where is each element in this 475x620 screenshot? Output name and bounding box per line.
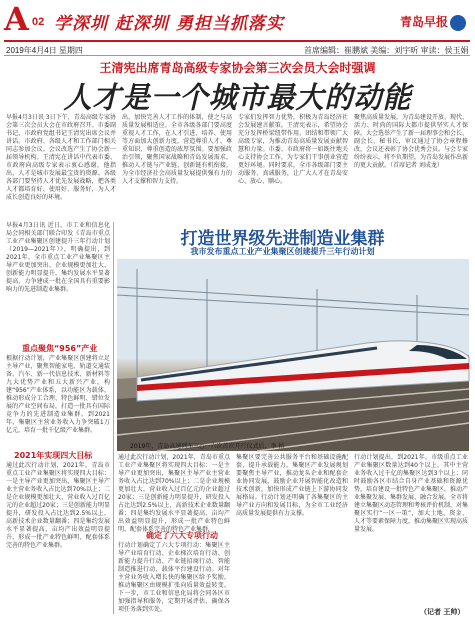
logo-text: 青岛早报 [400, 15, 449, 29]
sub-column-right: 集聚区要完善公共服务平台和基础设施配套，提升承载能力。集聚区产业发展规划要聚焦主导产业，推动龙头企业和配套企业协同发展，鼓励企业开展智能化改造和技术创新，加快形成产业链上下游协同发展格局。行动计划还明确了各集聚区的主导产业方向和发展目标，为全市工业经济高质量发展提供有力支撑。 [236, 454, 348, 517]
section-text-2-cont: 通过此次行动计划，2021年，青岛市重点工业产业集聚区将实现四大目标：一是主导产业更加突出，集聚区主导产业主营业务收入占比达到70%以上；二是企业规模更加壮大，营业收入过百亿元的企业超过20家；三是创新能力明显提升，研发投入占比达到2.5%以上，高新技术企业数量翻番；四是集约发展水平显著提高，亩均产出效益明显提升，形成一批产业特色鲜明、配套体系完善的特色产业集群。 [118, 454, 230, 533]
meta-rule [4, 55, 470, 56]
train-photo [117, 259, 469, 451]
lead-kicker: 王清宪出席青岛高级专家协会第三次会员大会时强调 [99, 61, 376, 75]
section-text-2: 通过此次行动计划，2021年，青岛市重点工业产业集聚区将实现四大目标：一是主导产业更加突出，集聚区主导产业主营业务收入占比达到70%以上；二是企业规模更加壮大，营业收入过百亿元的企业超过20家；三是创新能力明显提升，研发投入占比达到2.5%以上，高新技术企业数量翻番；四是集约发展水平显著提高，亩均产出效益明显提升，形成一批产业特色鲜明、配套体系完善的特色产业集群。 [6, 462, 110, 549]
header-rule [4, 40, 470, 42]
sub-headline: 打造世界级先进制造业集群 [180, 229, 385, 249]
newspaper-logo [400, 13, 466, 31]
lead-column-2: 出，加快完善人才工作的体制，使之与高质量发展相适应。全市各级各部门要高度重视人才工作，在人才引进、培养、使用等方面加大创新力度，营造尊重人才、尊重知识、尊重创造的浓厚氛围。要加强政治引领，聚焦国家战略和青岛发展需求，推动人才链与产业链、创新链有机衔接，为全市经济社会高质量发展提供强有力的人才支撑和智力支持。 [122, 114, 232, 185]
section-heading-2: 2021年实现四大目标 [14, 451, 93, 460]
editor-line: 首席编辑：崔鹏斌 美编：刘宇昕 审读：侯玉娟 [304, 46, 469, 55]
sub-lead-text: 早报4月3日讯 近日，市工业和信息化局会同相关部门联合印发《青岛市重点工业产业集聚区创建提升三年行动计划（2019—2021年）》，明确提出，到2021年，全市重点工业产业集聚区主导产业更加突出、企业规模更加壮大、创新能力明显提升，集约发展水平显著提高，力争建成一批在全国具有重要影响力的先进制造业集群。 [6, 222, 110, 293]
logo-mark-icon [450, 15, 466, 31]
section-heading-3: 确定了六大专项行动 [146, 531, 218, 540]
lead-column-3: 专家们发挥智力优势，积极为青岛经济社会发展建言献策。王清宪表示，希望协会充分发挥桥梁纽带作用，团结和带领广大高级专家，为推动青岛高质量发展贡献智慧和力量。市委、市政府将一如既往地关心支持协会工作，为专家们干事创业营造更好环境。同时要求，全市各级部门要主动服务、真诚服务，让广大人才在青岛安心、放心、顺心。 [238, 114, 348, 185]
date-line: 2019年4月4日 星期四 [6, 46, 83, 55]
column-divider [113, 222, 114, 614]
section-text-1: 根据行动计划，产业集聚区创建将立足主导产业，聚焦智能家电、轨道交通装备、汽车、新一代信息技术、新材料等九大优势产业和五大新兴产业，构建“956”产业体系，以功能区为载体，推动形成分工合理、特色鲜明、错位发展的产业空间布局，打造一批具有国际竞争力的先进制造业集群。到2021年，集聚区主营业务收入力争突破1万亿元，培育一批千亿级产业集群。 [6, 355, 110, 434]
sub-column-far-right: 行动计划提出，到2021年，市级重点工业产业集聚区数量达到40个以上，其中主营业务收入过千亿的集聚区达到3个以上；同时鼓励各区市结合自身产业基础和资源优势，培育建设一批特色产业集聚区，推动产业集聚发展、集群发展、融合发展。全市将建立集聚区动态管理和考核评价机制，对集聚区实行“一区一策”，加大土地、资金、人才等要素保障力度，推动集聚区实现高质量发展。 [354, 454, 469, 533]
masthead [0, 0, 475, 50]
lead-column-1: 早报4月3日讯 3日下午，青岛高级专家协会第三次会员大会在市政府召开。市委副书记、市政府党组书记王清宪出席会议并讲话。市政府、各级人才和工作部门相关同志参加会议。会议改选产生了协会新一届领导机构。王清宪在讲话中代表市委、市政府向高级专家表示衷心感谢，他指出，人才是城市发展最宝贵的资源。各级各部门要坚持人才优先发展战略，把各类人才都培育好、使用好、服务好，为人才成长创造良好的环境。 [6, 114, 116, 201]
section-text-3: 行动计划确定了六大专项行动：集聚区主导产业培育行动、企业梯次培育行动、创新能力提升行动、产业链招商行动、智能制造推进行动、载体平台建设行动。对年主营业务收入增长快的集聚区给予奖励，推动集聚区由规模扩张向质量效益转变。下一步，市工业和信息化局将会同各区市加强指导和服务，定期开展评估，确保各项任务落到实处。 [118, 542, 230, 613]
sub-subtitle: 我市发布重点工业产业集聚区创建提升三年行动计划 [190, 247, 375, 256]
lead-headline: 人才是一个城市最大的动能 [63, 80, 412, 115]
page-letter: A [4, 0, 29, 38]
page-number: 02 [32, 16, 45, 28]
section-heading-1: 重点聚焦“956”产业 [22, 344, 98, 353]
lead-column-4: 聚焦高质量发展，为青岛建设开放、现代、活力、时尚的国际大都市提供坚实人才保障。大会选举产生了新一届理事会和会长、副会长、秘书长，审议通过了协会章程修改，会议还表彰了协会优秀会员。与会专家纷纷表示，将不负期望，为青岛发展作出新的更大贡献。（首席记者 刘成龙） [354, 114, 469, 169]
slogan: 学深圳 赶深圳 勇担当抓落实 [54, 14, 284, 34]
photo-caption: 2019年，青岛高速列车三○一六次首次开行仪式后，李 拍 [130, 443, 285, 450]
sub-signature: （记者 王帅） [420, 608, 465, 616]
